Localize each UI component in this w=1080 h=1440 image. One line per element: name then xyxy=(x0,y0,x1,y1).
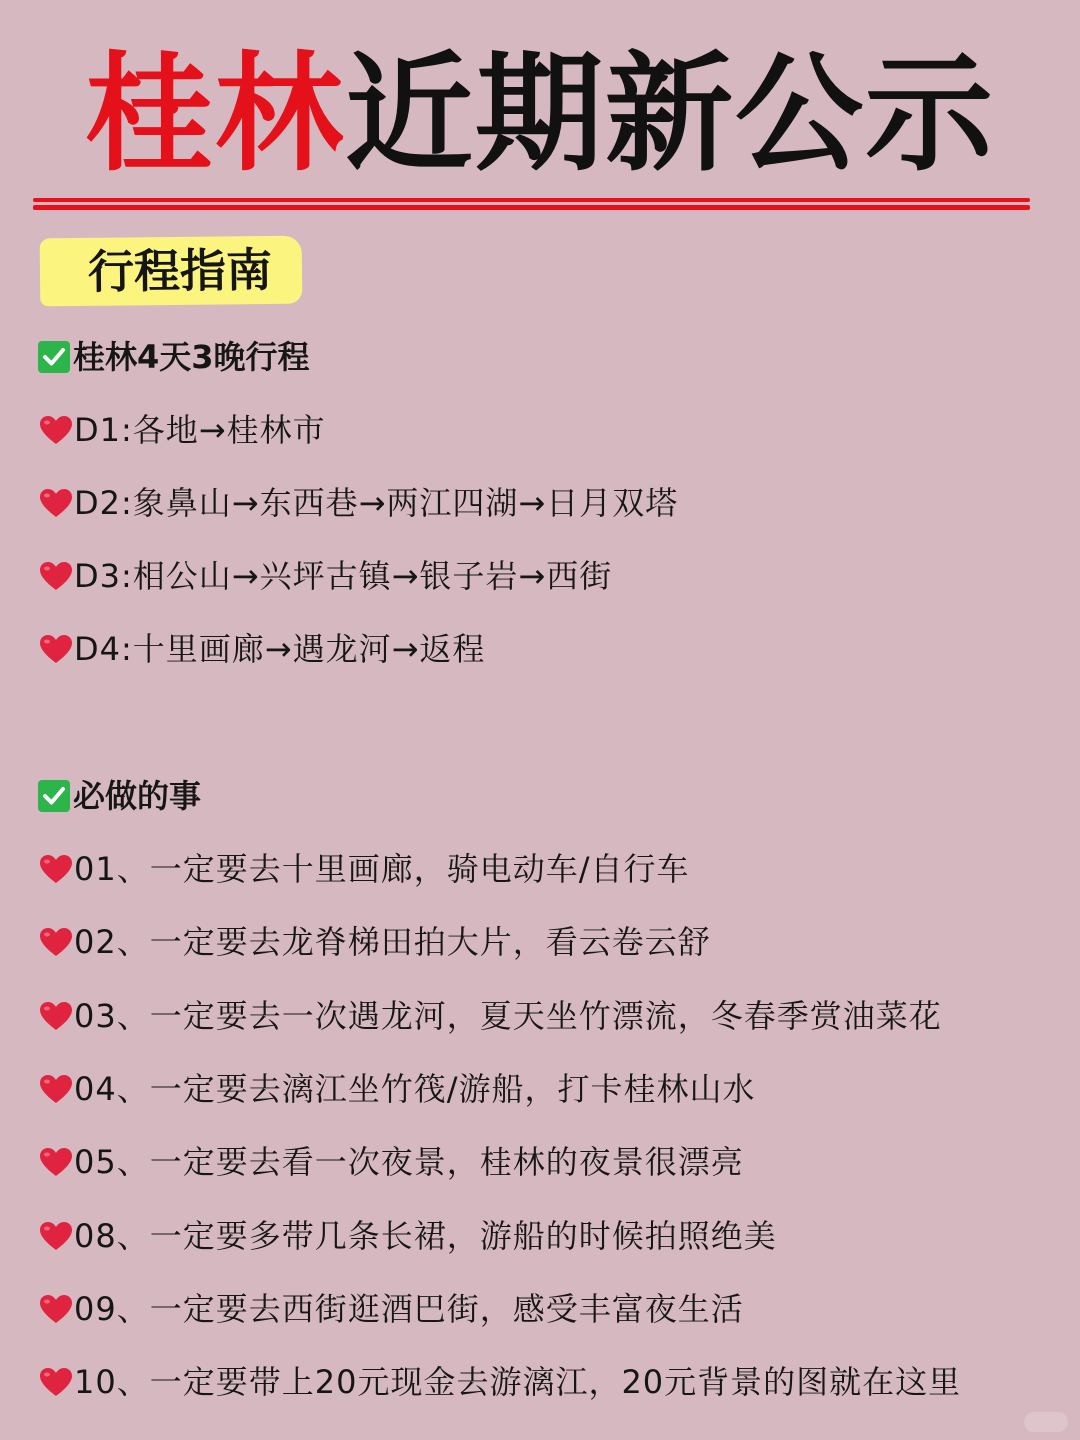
itinerary-item xyxy=(38,629,485,669)
itinerary-heading-label: 桂林4天3晚行程 xyxy=(73,338,310,376)
itinerary-item-text: D2:象鼻山→东西巷→两江四湖→日月双塔 xyxy=(74,484,679,522)
must-do-item-text: 08、一定要多带几条长裙，游船的时候拍照绝美 xyxy=(74,1217,777,1255)
heart-icon xyxy=(38,926,74,958)
heart-icon xyxy=(38,487,74,519)
must-do-item-text: 01、一定要去十里画廊，骑电动车/自行车 xyxy=(74,850,690,888)
itinerary-heading xyxy=(38,337,310,377)
itinerary-item xyxy=(38,483,678,523)
must-do-item-text: 05、一定要去看一次夜景，桂林的夜景很漂亮 xyxy=(74,1143,744,1181)
page-title-accent: 桂林 xyxy=(84,40,345,189)
must-do-item-text: 02、一定要去龙脊梯田拍大片，看云卷云舒 xyxy=(74,923,711,961)
title-underline-top xyxy=(33,198,1030,202)
check-mark-icon xyxy=(38,780,70,812)
itinerary-item-text: D1:各地→桂林市 xyxy=(74,411,326,449)
must-do-item-text: 04、一定要去漓江坐竹筏/游船，打卡桂林山水 xyxy=(74,1070,756,1108)
must-do-item xyxy=(38,1362,961,1402)
heart-icon xyxy=(38,560,74,592)
heart-icon xyxy=(38,1293,74,1325)
section-tag-label: 行程指南 xyxy=(87,242,273,299)
must-do-item-text: 10、一定要带上20元现金去游漓江，20元背景的图就在这里 xyxy=(74,1363,962,1401)
must-do-heading xyxy=(38,776,201,816)
page-title xyxy=(0,40,1080,190)
must-do-item xyxy=(38,1216,777,1256)
must-do-item xyxy=(38,1289,744,1329)
must-do-item xyxy=(38,996,942,1036)
page-title-rest: 近期新公示 xyxy=(345,40,996,189)
heart-icon xyxy=(38,1000,74,1032)
must-do-item xyxy=(38,922,711,962)
must-do-item-text: 09、一定要去西街逛酒巴街，感受丰富夜生活 xyxy=(74,1290,744,1328)
watermark xyxy=(1024,1412,1068,1432)
heart-icon xyxy=(38,633,74,665)
section-tag xyxy=(40,236,303,307)
heart-icon xyxy=(38,1366,74,1398)
itinerary-item xyxy=(38,410,326,450)
check-mark-icon xyxy=(38,341,70,373)
heart-icon xyxy=(38,853,74,885)
itinerary-item-text: D4:十里画廊→遇龙河→返程 xyxy=(74,630,486,668)
must-do-item xyxy=(38,1069,756,1109)
title-underline-bottom xyxy=(33,205,1030,210)
heart-icon xyxy=(38,1073,74,1105)
itinerary-item-text: D3:相公山→兴坪古镇→银子岩→西街 xyxy=(74,557,613,595)
heart-icon xyxy=(38,1146,74,1178)
must-do-item xyxy=(38,849,690,889)
itinerary-item xyxy=(38,556,612,596)
heart-icon xyxy=(38,414,74,446)
must-do-item-text: 03、一定要去一次遇龙河，夏天坐竹漂流，冬春季赏油菜花 xyxy=(74,997,942,1035)
heart-icon xyxy=(38,1220,74,1252)
must-do-heading-label: 必做的事 xyxy=(73,777,202,815)
must-do-item xyxy=(38,1142,744,1182)
